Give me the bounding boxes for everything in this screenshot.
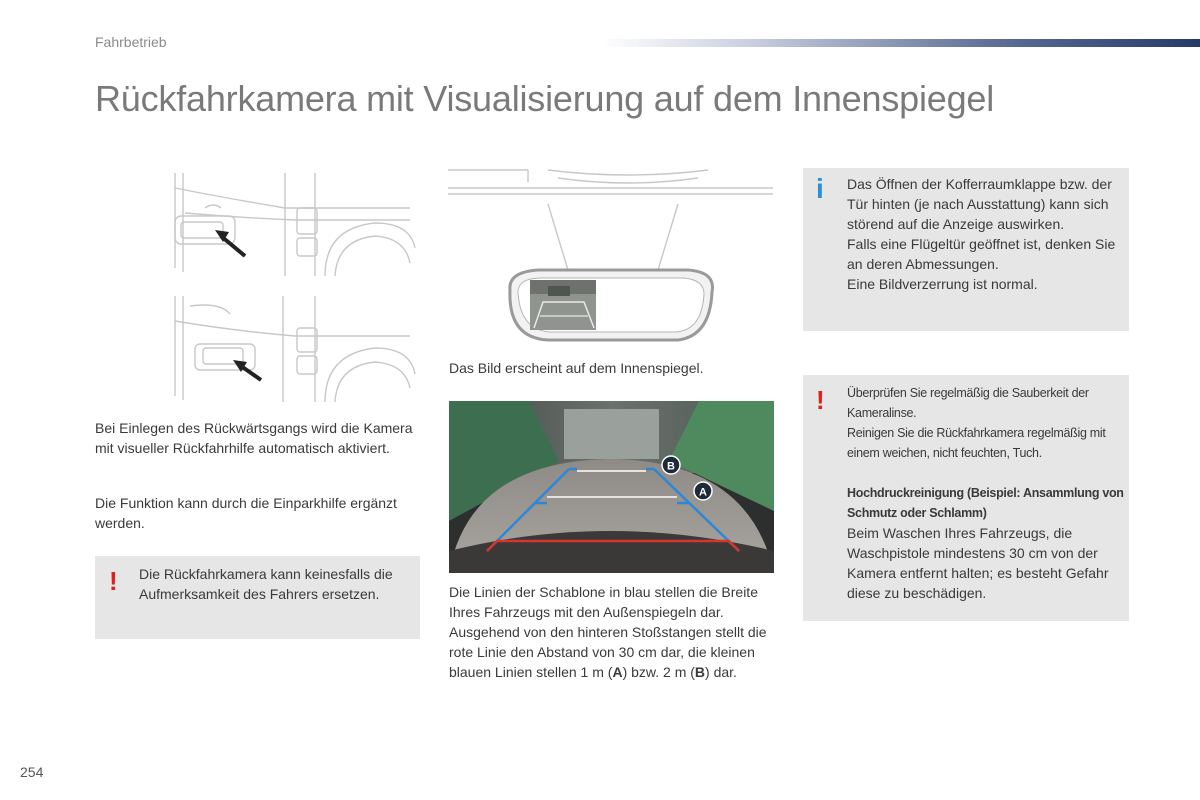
van-rear-illustration-bottom (165, 296, 420, 402)
right-warning-box (803, 375, 1129, 621)
exclamation-icon: ! (816, 385, 825, 415)
info-icon: i (816, 173, 824, 204)
caption-distance-lines (449, 622, 779, 682)
lens-check-text: Überprüfen Sie regelmäßig die Sauberkeit der Kameralinse. (847, 386, 1089, 420)
caption-ref-a: A (612, 664, 623, 680)
van-rear-illustration-top (165, 168, 420, 276)
intro-paragraph: Bei Einlegen des Rückwärtsgangs wird die Kamera mit visueller Rückfahrhilfe automatisch aktiviert. (95, 420, 413, 456)
high-pressure-text: Beim Waschen Ihres Fahrzeugs, die Waschpistole mindestens 30 cm von der Kamera entfernt halten; es besteht Gefahr diese zu beschädigen. (847, 525, 1109, 601)
info-box (803, 168, 1129, 331)
caption-ref-b: B (694, 664, 706, 680)
exclamation-icon: ! (109, 566, 118, 596)
parking-aid-paragraph: Die Funktion kann durch die Einparkhilfe ergänzt werden. (95, 495, 397, 531)
rearview-mirror-illustration (448, 168, 773, 348)
mirror-caption: Das Bild erscheint auf dem Innenspiegel. (449, 360, 704, 376)
page-title: Rückfahrkamera mit Visualisierung auf dem Innenspiegel (95, 78, 995, 119)
camera-caption (449, 582, 779, 682)
left-warning-box (95, 556, 420, 639)
left-warning-text: Die Rückfahrkamera kann keinesfalls die Aufmerksamkeit des Fahrers ersetzen. (139, 566, 393, 602)
caption-distance-text: Ausgehend von den hinteren Stoßstangen stellt die rote Linie den Abstand von 30 cm dar, die kleinen blauen Linien stellen 1 m ( (449, 624, 767, 680)
header-gradient-bar (600, 39, 1200, 47)
caption-template-lines: Die Linien der Schablone in blau stellen die Breite Ihres Fahrzeugs mit den Außenspiegeln dar. (449, 584, 758, 620)
info-line: Falls eine Flügeltür geöffnet ist, denken Sie an deren Abmessungen. (847, 236, 1116, 272)
caption-end-text: ) dar. (705, 664, 737, 680)
info-line: Das Öffnen der Kofferraumklappe bzw. der Tür hinten (je nach Ausstattung) kann sich störend auf die Anzeige auswirken. (847, 176, 1112, 232)
page-number: 254 (20, 764, 44, 780)
cleaning-text: Reinigen Sie die Rückfahrkamera regelmäßig mit einem weichen, nicht feuchten, Tuch. (847, 426, 1106, 460)
caption-mid-text: ) bzw. 2 m ( (622, 664, 695, 680)
info-line: Eine Bildverzerrung ist normal. (847, 276, 1038, 292)
marker-b: B (667, 460, 675, 473)
marker-a: A (699, 486, 707, 499)
right-warning-text (847, 383, 1127, 603)
camera-view-image (449, 401, 774, 573)
info-text (847, 174, 1123, 294)
section-label: Fahrbetrieb (95, 34, 167, 50)
high-pressure-heading: Hochdruckreinigung (Beispiel: Ansammlung von Schmutz oder Schlamm) (847, 486, 1124, 520)
